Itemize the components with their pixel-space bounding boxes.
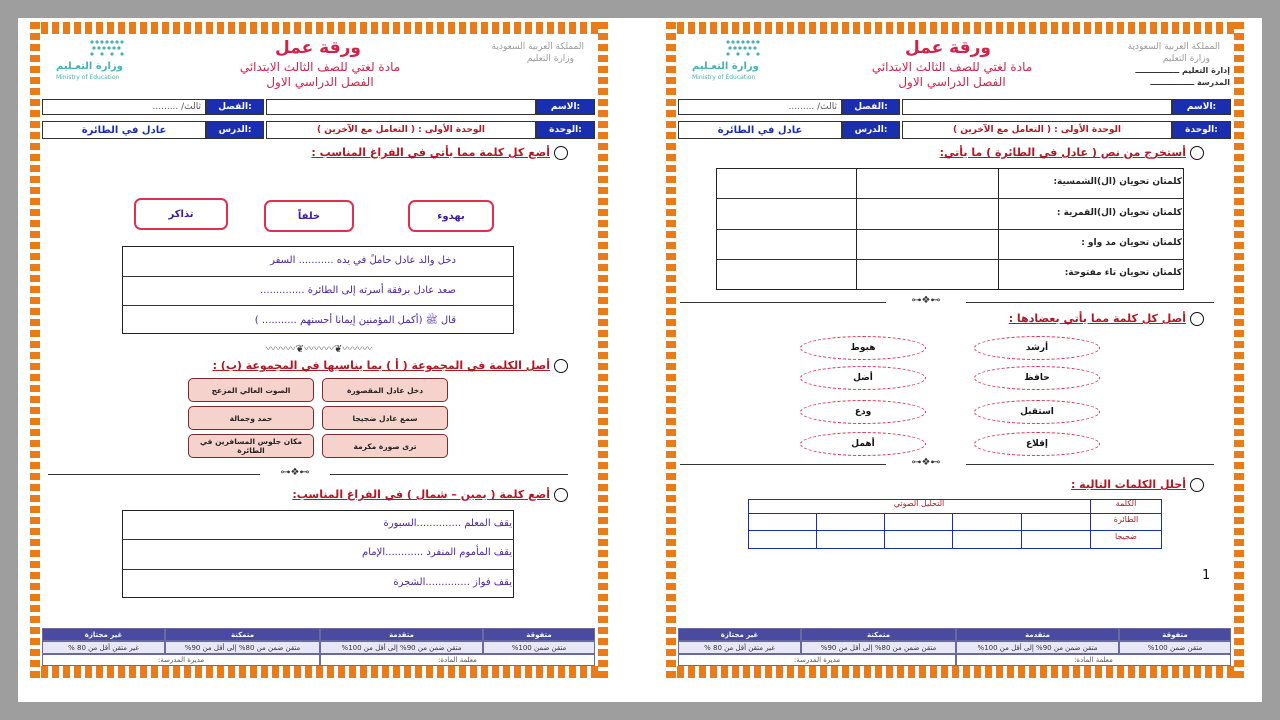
blank-sentence-1: دخل والد عادل حاملً في يده ........... السفر: [270, 255, 456, 266]
rubric-value-3: متقن ضمن من 80% إلى أقل من 90%: [165, 641, 320, 654]
group-a-item-2[interactable]: سمع عادل ضجيجا: [322, 406, 448, 430]
divider: [716, 229, 1184, 230]
blank-sentence-3: قال ﷺ (أكمل المؤمنين إيمانا أحسنهم ........... ): [254, 315, 456, 326]
extract-prompt-2: كلمتان تحويان (ال)القمرية :: [1056, 208, 1182, 218]
opposite-left-1[interactable]: هبوط: [800, 336, 926, 360]
ministry-logo-en: Ministry of Education: [56, 74, 120, 81]
subject-line: مادة لغتي للصف الثالث الابتدائي: [239, 60, 401, 74]
clock-icon: [1190, 146, 1204, 160]
analysis-head-phonetic: التحليل الصوتي: [893, 499, 945, 508]
teacher-signature: معلمة المادة:: [320, 654, 595, 666]
school-label: المدرسة ــــــــــــــــ: [1150, 78, 1230, 87]
opposite-left-4[interactable]: أهمل: [800, 432, 926, 456]
divider: [1021, 513, 1022, 549]
rubric-head-1: متفوقة: [1119, 628, 1231, 641]
clock-icon: [1190, 312, 1204, 326]
subject-line: مادة لغتي للصف الثالث الابتدائي: [871, 60, 1033, 74]
question-1: أستخرج من نص ( عادل في الطائرة ) ما يأتي:: [939, 146, 1186, 159]
blank-sentence-3: يقف فواز ..............الشجرة: [393, 577, 512, 588]
worksheet-page-left: [30, 22, 608, 678]
worksheet-title: ورقة عمل: [905, 38, 991, 58]
extract-prompt-4: كلمتان تحويان تاء مفتوحة:: [1064, 268, 1182, 278]
clock-icon: [1190, 478, 1204, 492]
rubric-value-1: متقن ضمن 100%: [1119, 641, 1231, 654]
ornament-divider: 〰〰〰❦〰〰〰❦〰〰〰: [265, 344, 373, 355]
divider: [122, 305, 514, 306]
class-field[interactable]: ثالث/ .........: [42, 99, 206, 115]
group-a-item-3[interactable]: ترى صورة مكرمة: [322, 434, 448, 458]
divider: [952, 513, 953, 549]
ministry-logo-en: Ministry of Education: [692, 74, 756, 81]
class-label: الفصل:: [842, 99, 900, 115]
border-top: [30, 22, 608, 34]
name-label: الاسم:: [536, 99, 595, 115]
unit-label: الوحدة:: [1172, 121, 1231, 139]
lesson-value: عادل في الطائرة: [42, 121, 206, 139]
border-top: [666, 22, 1244, 34]
lesson-value: عادل في الطائرة: [678, 121, 842, 139]
opposite-right-4[interactable]: إقلاع: [974, 432, 1100, 456]
border-bottom: [666, 666, 1244, 678]
teacher-signature: معلمة المادة:: [956, 654, 1231, 666]
divider: [884, 513, 885, 549]
kingdom-logo-text: المملكة العربية السعودية: [491, 42, 584, 52]
word-option-2[interactable]: خلفاً: [264, 200, 354, 232]
opposite-right-3[interactable]: استقبل: [974, 400, 1100, 424]
analysis-head-word: الكلمة: [1115, 499, 1137, 508]
extract-prompt-3: كلمتان تحويان مد واو :: [1081, 238, 1182, 248]
border-left: [666, 22, 676, 678]
group-b-item-2[interactable]: حمد وجمالة: [188, 406, 314, 430]
clock-icon: [554, 359, 568, 373]
opposite-right-2[interactable]: حافظ: [974, 366, 1100, 390]
semester-line: الفصل الدراسي الاول: [266, 75, 374, 89]
question-2: أصل كل كلمة مما يأتي بعضادها :: [1008, 312, 1186, 325]
border-right: [1234, 22, 1244, 678]
name-field[interactable]: [902, 99, 1172, 115]
question-3: أضع كلمة ( يمين – شمال ) في الفراغ المناسب:: [292, 488, 550, 501]
class-field[interactable]: ثالث/ .........: [678, 99, 842, 115]
worksheet-title: ورقة عمل: [275, 38, 361, 58]
question-3: أحلل الكلمات التالية :: [1070, 478, 1186, 491]
ornament-divider: ⊶❖⊷: [886, 457, 966, 468]
rubric-head-2: متقدمة: [956, 628, 1119, 641]
ministry-logo-ar: وزارة التعـليم: [56, 61, 123, 72]
analysis-row-2: ضجيجا: [1115, 532, 1137, 541]
class-label: الفصل:: [206, 99, 264, 115]
rubric-value-4: غير متقن أقل من 80 %: [42, 641, 165, 654]
divider: [816, 513, 817, 549]
principal-signature: مديرة المدرسة:: [678, 654, 956, 666]
vision-logo-icon: [88, 38, 128, 58]
divider: [748, 513, 1162, 514]
rubric-head-2: متقدمة: [320, 628, 483, 641]
kingdom-logo-text: المملكة العربية السعودية: [1127, 42, 1220, 52]
lesson-label: الدرس:: [206, 121, 264, 139]
group-a-item-1[interactable]: دخل عادل المقصورة: [322, 378, 448, 402]
opposite-left-2[interactable]: أضل: [800, 366, 926, 390]
clock-icon: [554, 146, 568, 160]
rubric-value-2: متقن ضمن من 90% إلى أقل من 100%: [956, 641, 1119, 654]
group-b-item-1[interactable]: الصوت العالي المزعج: [188, 378, 314, 402]
divider: [122, 276, 514, 277]
lesson-label: الدرس:: [842, 121, 900, 139]
divider: [716, 259, 1184, 260]
divider: [122, 569, 514, 570]
word-option-3[interactable]: تذاكر: [134, 198, 228, 230]
unit-value: الوحدة الأولى : ( التعامل مع الآخرين ): [266, 121, 536, 139]
rubric-value-4: غير متقن أقل من 80 %: [678, 641, 801, 654]
page-number: 1: [1202, 568, 1211, 583]
rubric-head-3: متمكنة: [801, 628, 956, 641]
analysis-row-1: الطائرة: [1113, 515, 1139, 524]
rubric-head-4: غير مجتازة: [42, 628, 165, 641]
worksheet-page-right: [666, 22, 1244, 678]
semester-line: الفصل الدراسي الاول: [898, 75, 1006, 89]
ornament-divider: ⊶❖⊷: [886, 295, 966, 306]
word-option-1[interactable]: بهدوء: [408, 200, 494, 232]
unit-value: الوحدة الأولى : ( التعامل مع الآخرين ): [902, 121, 1172, 139]
unit-label: الوحدة:: [536, 121, 595, 139]
name-field[interactable]: [266, 99, 536, 115]
border-left: [30, 22, 40, 678]
ministry-logo-text: وزارة التعليم: [1162, 54, 1210, 64]
blank-sentence-2: صعد عادل برفقة أسرته إلى الطائرة ..............: [260, 285, 456, 296]
question-1: أضع كل كلمة مما يأتي في الفراغ المناسب :: [311, 146, 550, 159]
blank-sentence-1: يقف المعلم ..............السبورة: [383, 518, 512, 529]
name-label: الاسم:: [1172, 99, 1231, 115]
rubric-value-2: متقن ضمن من 90% إلى أقل من 100%: [320, 641, 483, 654]
divider: [748, 530, 1162, 531]
opposite-left-3[interactable]: ودع: [800, 400, 926, 424]
question-2: أصل الكلمة في المجموعة ( أ ) بما يناسبها في المجموعة (ب) :: [212, 359, 550, 372]
blank-sentence-2: يقف المأموم المنفرد ............الإمام: [362, 547, 512, 558]
divider: [716, 198, 1184, 199]
divider: [1090, 499, 1091, 549]
rubric-head-4: غير مجتازة: [678, 628, 801, 641]
ministry-logo-text: وزارة التعليم: [526, 54, 574, 64]
border-right: [598, 22, 608, 678]
divider: [122, 539, 514, 540]
ornament-divider: ⊶❖⊷: [260, 467, 330, 478]
opposite-right-1[interactable]: أرشد: [974, 336, 1100, 360]
education-admin-label: إدارة التعليم ــــــــــــــــ: [1135, 66, 1230, 75]
group-b-item-3[interactable]: مكان جلوس المسافرين في الطائرة: [188, 434, 314, 458]
principal-signature: مديرة المدرسة:: [42, 654, 320, 666]
rubric-value-1: متقن ضمن 100%: [483, 641, 595, 654]
extract-prompt-1: كلمتان تحويان (ال)الشمسية:: [1053, 177, 1182, 187]
rubric-value-3: متقن ضمن من 80% إلى أقل من 90%: [801, 641, 956, 654]
rubric-head-3: متمكنة: [165, 628, 320, 641]
vision-logo-icon: [724, 38, 764, 58]
border-bottom: [30, 666, 608, 678]
clock-icon: [554, 488, 568, 502]
ministry-logo-ar: وزارة التعـليم: [692, 61, 759, 72]
rubric-head-1: متفوقة: [483, 628, 595, 641]
